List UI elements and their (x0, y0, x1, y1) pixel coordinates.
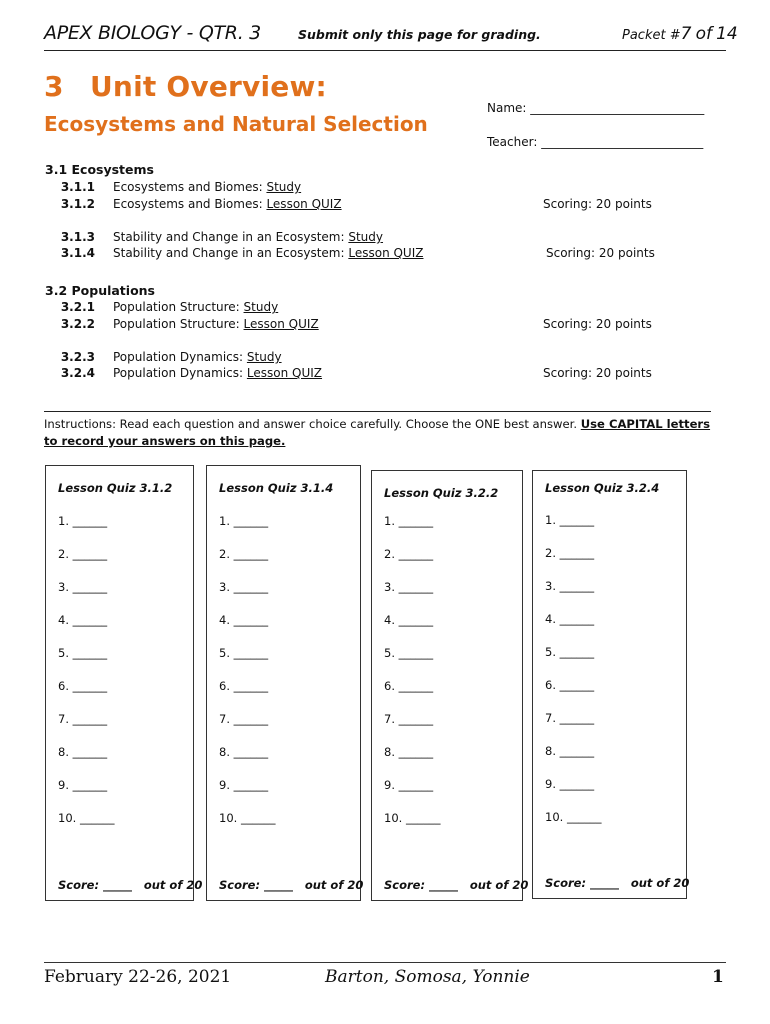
answer-line[interactable]: 7. ______ (384, 712, 434, 726)
answer-line[interactable]: 8. ______ (545, 744, 595, 758)
answer-line[interactable]: 9. ______ (545, 777, 595, 791)
quiz-box (206, 465, 364, 901)
packet-of: of (695, 24, 712, 44)
scoring-text: Scoring: 20 points (543, 366, 652, 380)
answer-line[interactable]: 9. ______ (58, 778, 108, 792)
answer-line[interactable]: 5. ______ (219, 646, 269, 660)
item-id: 3.1.4 (60, 246, 95, 260)
answer-line[interactable]: 6. ______ (545, 678, 595, 692)
answer-line[interactable]: 6. ______ (58, 679, 108, 693)
packet-number (622, 24, 738, 44)
score-line[interactable] (219, 878, 363, 892)
score-label[interactable]: Score: _____ (58, 878, 132, 892)
quiz-box (371, 470, 529, 901)
instructions (44, 416, 724, 450)
unit-subtitle: Ecosystems and Natural Selection (44, 112, 428, 136)
answer-line[interactable]: 4. ______ (384, 613, 434, 627)
submit-notice: Submit only this page for grading. (298, 27, 541, 42)
answer-line[interactable]: 2. ______ (384, 547, 434, 561)
teacher-blank[interactable]: ___________________________ (541, 135, 704, 149)
item-text: Stability and Change in an Ecosystem: (113, 246, 349, 260)
answer-line[interactable]: 5. ______ (384, 646, 434, 660)
answer-line[interactable]: 1. ______ (545, 513, 595, 527)
quiz-title: Lesson Quiz 3.2.2 (384, 486, 499, 500)
course-title: APEX BIOLOGY - QTR. 3 (44, 22, 261, 44)
item-id: 3.1.3 (60, 230, 95, 244)
footer-dates: February 22-26, 2021 (44, 967, 232, 987)
answer-line[interactable]: 3. ______ (545, 579, 595, 593)
item-text: Stability and Change in an Ecosystem: (113, 230, 349, 244)
answer-line[interactable]: 6. ______ (219, 679, 269, 693)
name-label: Name: (487, 101, 527, 115)
name-blank[interactable]: _____________________________ (530, 101, 705, 115)
quiz-box (532, 470, 690, 899)
answer-line[interactable]: 2. ______ (58, 547, 108, 561)
answer-line[interactable]: 8. ______ (58, 745, 108, 759)
score-out-of: out of 20 (304, 878, 364, 892)
study-link[interactable]: Study (266, 180, 302, 194)
instructions-emphasis: Use CAPITAL letters to record your answers on this page. (44, 417, 711, 448)
answer-line[interactable]: 7. ______ (219, 712, 269, 726)
teacher-field[interactable] (487, 135, 703, 149)
answer-line[interactable]: 1. ______ (219, 514, 269, 528)
answer-line[interactable]: 6. ______ (384, 679, 434, 693)
item-text: Ecosystems and Biomes: (113, 180, 267, 194)
unit-title-text: Unit Overview: (90, 70, 327, 103)
answer-line[interactable]: 10. ______ (545, 810, 602, 824)
score-line[interactable] (384, 878, 528, 892)
score-label[interactable]: Score: _____ (545, 876, 619, 890)
score-out-of: out of 20 (143, 878, 203, 892)
answer-line[interactable]: 1. ______ (384, 514, 434, 528)
score-out-of: out of 20 (630, 876, 690, 890)
scoring-text: Scoring: 20 points (543, 317, 652, 331)
instructions-rule (44, 411, 711, 412)
quiz-title: Lesson Quiz 3.1.2 (58, 481, 173, 495)
score-label[interactable]: Score: _____ (219, 878, 293, 892)
score-label[interactable]: Score: _____ (384, 878, 458, 892)
study-link[interactable]: Study (348, 230, 384, 244)
study-link[interactable]: Study (246, 350, 282, 364)
header-rule (44, 50, 726, 51)
packet-total: 14 (716, 24, 738, 44)
answer-line[interactable]: 10. ______ (58, 811, 115, 825)
instructions-text: Instructions: Read each question and answer choice carefully. Choose the ONE best answer. (44, 417, 581, 431)
study-link[interactable]: Study (243, 300, 279, 314)
answer-line[interactable]: 10. ______ (384, 811, 441, 825)
page-number: 1 (712, 967, 724, 987)
answer-line[interactable]: 4. ______ (219, 613, 269, 627)
answer-line[interactable]: 4. ______ (545, 612, 595, 626)
packet-prefix: Packet # (622, 28, 681, 43)
item-id: 3.2.2 (60, 317, 95, 331)
answer-line[interactable]: 5. ______ (545, 645, 595, 659)
answer-line[interactable]: 2. ______ (545, 546, 595, 560)
footer-authors: Barton, Somosa, Yonnie (325, 967, 530, 987)
answer-line[interactable]: 4. ______ (58, 613, 108, 627)
item-text: Population Dynamics: (113, 366, 247, 380)
answer-line[interactable]: 2. ______ (219, 547, 269, 561)
teacher-label: Teacher: (487, 135, 538, 149)
scoring-text: Scoring: 20 points (543, 197, 652, 211)
answer-line[interactable]: 7. ______ (545, 711, 595, 725)
unit-number: 3 (44, 70, 64, 103)
quiz-title: Lesson Quiz 3.1.4 (219, 481, 334, 495)
answer-line[interactable]: 8. ______ (219, 745, 269, 759)
item-id: 3.1.2 (60, 197, 95, 211)
scoring-text: Scoring: 20 points (546, 246, 655, 260)
section-title: 3.2 Populations (45, 283, 155, 298)
unit-title (44, 70, 327, 103)
name-field[interactable] (487, 101, 704, 115)
item-text: Population Dynamics: (113, 350, 247, 364)
quiz-link[interactable]: Lesson QUIZ (348, 246, 424, 260)
answer-line[interactable]: 3. ______ (384, 580, 434, 594)
item-text: Population Structure: (113, 300, 244, 314)
answer-line[interactable]: 5. ______ (58, 646, 108, 660)
score-out-of: out of 20 (469, 878, 529, 892)
answer-line[interactable]: 9. ______ (219, 778, 269, 792)
quiz-title: Lesson Quiz 3.2.4 (545, 481, 660, 495)
item-id: 3.2.1 (60, 300, 95, 314)
answer-line[interactable]: 3. ______ (219, 580, 269, 594)
score-line[interactable] (545, 876, 689, 890)
answer-line[interactable]: 7. ______ (58, 712, 108, 726)
answer-line[interactable]: 9. ______ (384, 778, 434, 792)
answer-line[interactable]: 1. ______ (58, 514, 108, 528)
item-text: Ecosystems and Biomes: (113, 197, 267, 211)
score-line[interactable] (58, 878, 202, 892)
answer-line[interactable]: 3. ______ (58, 580, 108, 594)
quiz-box (45, 465, 203, 901)
item-text: Population Structure: (113, 317, 244, 331)
quiz-link[interactable]: Lesson QUIZ (266, 197, 342, 211)
footer-rule (44, 962, 726, 963)
quiz-link[interactable]: Lesson QUIZ (243, 317, 319, 331)
item-id: 3.2.3 (60, 350, 95, 364)
item-id: 3.1.1 (60, 180, 95, 194)
answer-line[interactable]: 8. ______ (384, 745, 434, 759)
answer-line[interactable]: 10. ______ (219, 811, 276, 825)
section-title: 3.1 Ecosystems (45, 162, 154, 177)
item-id: 3.2.4 (60, 366, 95, 380)
packet-num: 7 (680, 24, 692, 44)
quiz-link[interactable]: Lesson QUIZ (246, 366, 323, 380)
